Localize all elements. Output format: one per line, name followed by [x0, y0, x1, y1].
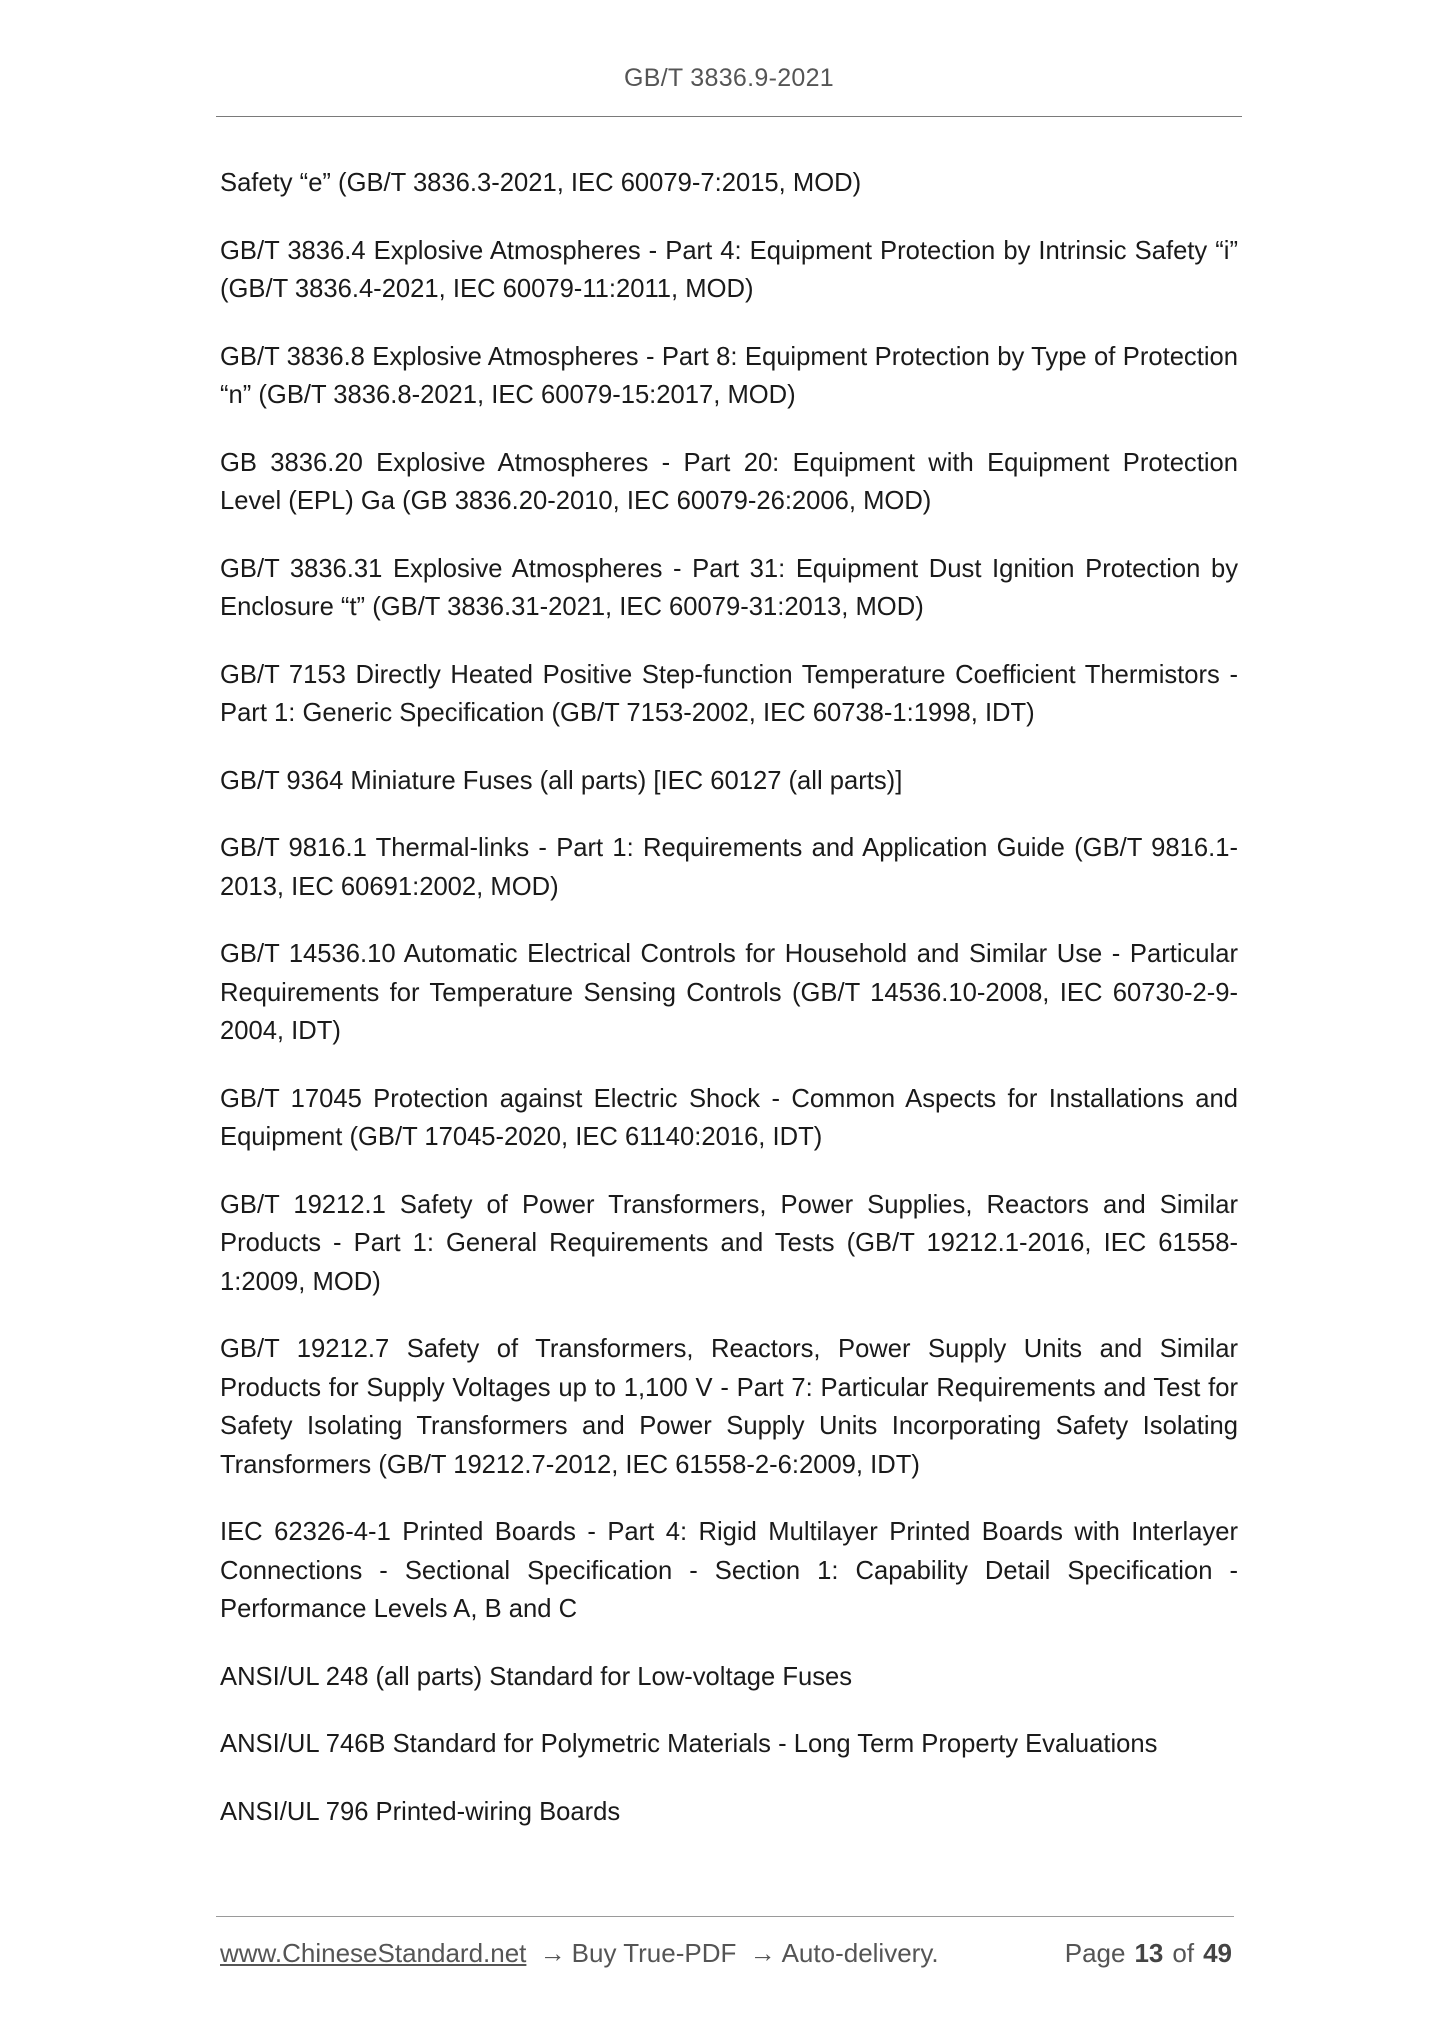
page-label: Page: [1064, 1938, 1126, 1968]
of-label: of: [1172, 1938, 1195, 1968]
reference-item: ANSI/UL 796 Printed-wiring Boards: [220, 1797, 621, 1826]
reference-item: GB/T 3836.4 Explosive Atmospheres - Part 4: Equipment Protection by Intrinsic Safety “i” (GB/T 3836.4-2021, IEC 60079-11:2011, MOD): [220, 236, 1238, 303]
page-indicator: [1065, 1938, 1232, 1969]
arrow-right-icon: →: [749, 1938, 776, 1968]
reference-item: Safety “e” (GB/T 3836.3-2021, IEC 60079-7:2015, MOD): [220, 169, 862, 197]
reference-item: GB/T 14536.10 Automatic Electrical Controls for Household and Similar Use - Particular Requirements for Temperature Sensing Controls (GB/T 14536.10-2008, IEC 60730-2-9-2004, IDT): [220, 940, 1238, 1045]
arrow-right-icon: →: [539, 1938, 566, 1968]
footer-promo: [220, 1938, 939, 1969]
reference-item: GB/T 19212.7 Safety of Transformers, Reactors, Power Supply Units and Similar Products for Supply Voltages up to 1,100 V - Part 7: Particular Requirements and Test for Safety Isolating Transformers and Power Supply Units Incorporating Safety Isolating Transformers (GB/T 19212.7-2012, IEC 61558-2-6:2009, IDT): [220, 1335, 1238, 1479]
reference-item: GB/T 3836.31 Explosive Atmospheres - Part 31: Equipment Dust Ignition Protection by Enclosure “t” (GB/T 3836.31-2021, IEC 60079-31:2013, MOD): [220, 554, 1238, 621]
page-header-title: GB/T 3836.9-2021: [623, 64, 835, 92]
chinese-standard-link[interactable]: www.ChineseStandard.net: [220, 1938, 527, 1968]
reference-item: GB/T 17045 Protection against Electric Shock - Common Aspects for Installations and Equipment (GB/T 17045-2020, IEC 61140:2016, IDT): [220, 1084, 1238, 1151]
total-pages-number: 49: [1203, 1938, 1232, 1968]
reference-item: GB/T 7153 Directly Heated Positive Step-function Temperature Coefficient Thermistors - Part 1: Generic Specification (GB/T 7153-2002, IEC 60738-1:1998, IDT): [220, 660, 1238, 727]
auto-delivery-text: Auto-delivery.: [781, 1938, 939, 1968]
reference-item: IEC 62326-4-1 Printed Boards - Part 4: Rigid Multilayer Printed Boards with Interlayer Connections - Sectional Specification - Section 1: Capability Detail Specification - Performance Levels A, B and C: [220, 1518, 1238, 1623]
reference-item: ANSI/UL 248 (all parts) Standard for Low-voltage Fuses: [220, 1662, 853, 1691]
page-footer: [220, 1938, 1232, 1974]
normative-references-list: [220, 164, 1238, 1860]
buy-true-pdf-text: Buy True-PDF: [571, 1938, 737, 1968]
current-page-number: 13: [1134, 1938, 1164, 1968]
reference-item: GB/T 3836.8 Explosive Atmospheres - Part 8: Equipment Protection by Type of Protection “n” (GB/T 3836.8-2021, IEC 60079-15:2017, MOD): [220, 342, 1238, 409]
reference-item: ANSI/UL 746B Standard for Polymetric Materials - Long Term Property Evaluations: [220, 1730, 1158, 1758]
reference-item: GB/T 9364 Miniature Fuses (all parts) [IEC 60127 (all parts)]: [220, 766, 903, 795]
reference-item: GB/T 9816.1 Thermal-links - Part 1: Requirements and Application Guide (GB/T 9816.1-2013, IEC 60691:2002, MOD): [220, 834, 1238, 901]
header-divider: [216, 116, 1242, 117]
footer-divider: [216, 1916, 1234, 1917]
reference-item: GB/T 19212.1 Safety of Power Transformers, Power Supplies, Reactors and Similar Products - Part 1: General Requirements and Tests (GB/T 19212.1-2016, IEC 61558-1:2009, MOD): [220, 1190, 1238, 1296]
reference-item: GB 3836.20 Explosive Atmospheres - Part 20: Equipment with Equipment Protection Level (EPL) Ga (GB 3836.20-2010, IEC 60079-26:2006, MOD): [220, 448, 1238, 515]
